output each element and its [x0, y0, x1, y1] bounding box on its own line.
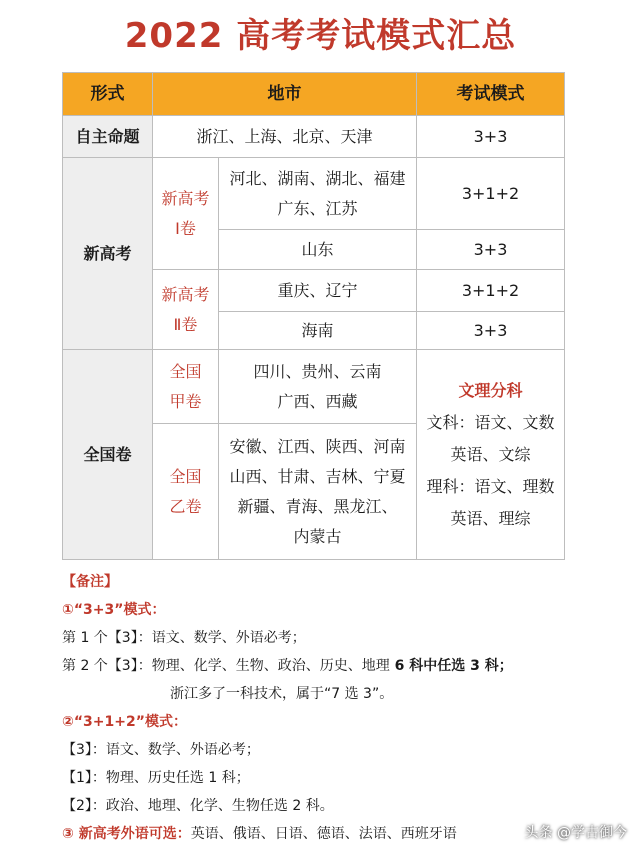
subcategory-cell: [153, 270, 219, 350]
mode-cell: 3+1+2: [417, 158, 565, 230]
region-cell: [219, 158, 417, 230]
region-cell: [219, 350, 417, 424]
mode-line: 英语、文综: [450, 444, 531, 464]
table-row: [63, 350, 565, 424]
mode-cell: 3+3: [417, 116, 565, 158]
watermark: 头条 @学古御今: [524, 825, 627, 841]
sub-label: 新高考: [161, 188, 210, 208]
sub-label: 全国: [169, 466, 202, 486]
note-line: 【3】：语文、数学、外语必考；: [62, 742, 260, 758]
category-cell: 自主命题: [63, 116, 153, 158]
mode-cell: 3+3: [417, 312, 565, 350]
note-title: ③ 新高考外语可选：: [62, 826, 191, 842]
mode-cell: 3+3: [417, 230, 565, 270]
mode-cell: [417, 350, 565, 560]
header-region: 地市: [153, 73, 417, 116]
header-mode: 考试模式: [417, 73, 565, 116]
region-line: 山西、甘肃、吉林、宁夏: [229, 466, 406, 486]
subcategory-cell: [153, 158, 219, 270]
sub-label: 新高考: [161, 284, 210, 304]
region-line: 新疆、青海、黑龙江、: [237, 496, 398, 516]
sub-label: 全国: [169, 361, 202, 381]
note-line: 第 1 个【3】：语文、数学、外语必考；: [62, 630, 306, 646]
region-line: 安徽、江西、陕西、河南: [229, 436, 406, 456]
sub-label: Ⅱ卷: [173, 314, 198, 334]
note-title: ①“3+3”模式：: [62, 602, 166, 618]
note-line: 【2】：政治、地理、化学、生物任选 2 科。: [62, 798, 334, 814]
header-form: 形式: [63, 73, 153, 116]
mode-line: 文科：语文、文数: [426, 412, 555, 432]
region-line: 河北、湖南、湖北、福建: [229, 168, 406, 188]
sub-label: 乙卷: [169, 496, 202, 516]
sub-label: 甲卷: [169, 391, 202, 411]
region-line: 广西、西藏: [277, 391, 358, 411]
region-cell: 山东: [219, 230, 417, 270]
region-line: 内蒙古: [293, 526, 342, 546]
note-text: 英语、俄语、日语、德语、法语、西班牙语: [190, 826, 457, 842]
region-cell: [219, 424, 417, 560]
note-line: 【1】：物理、历史任选 1 科；: [62, 770, 250, 786]
mode-cell: 3+1+2: [417, 270, 565, 312]
sub-label: Ⅰ卷: [175, 218, 196, 238]
category-cell: 全国卷: [63, 350, 153, 560]
note-line: [62, 652, 632, 680]
mode-line: 理科：语文、理数: [426, 476, 555, 496]
table-row: [63, 116, 565, 158]
exam-mode-table: [62, 72, 565, 560]
category-cell: 新高考: [63, 158, 153, 350]
notes-section: [62, 568, 632, 848]
table-row: [63, 158, 565, 230]
page-title: 2022 高考考试模式汇总: [124, 16, 517, 56]
notes-header: 【备注】: [62, 574, 118, 590]
region-cell: 海南: [219, 312, 417, 350]
region-cell: 浙江、上海、北京、天津: [153, 116, 417, 158]
header-row: [63, 73, 565, 116]
note-text: 第 2 个【3】：物理、化学、生物、政治、历史、地理: [62, 658, 390, 674]
region-line: 广东、江苏: [277, 198, 358, 218]
mode-title: 文理分科: [458, 380, 523, 400]
mode-line: 英语、理综: [450, 508, 531, 528]
subcategory-cell: [153, 424, 219, 560]
note-emphasis: 6 科中任选 3 科；: [389, 658, 513, 674]
region-line: 四川、贵州、云南: [253, 361, 382, 381]
note-title: ②“3+1+2”模式：: [62, 714, 187, 730]
region-cell: 重庆、辽宁: [219, 270, 417, 312]
subcategory-cell: [153, 350, 219, 424]
note-line: 浙江多了一科技术，属于“7 选 3”。: [170, 686, 394, 702]
